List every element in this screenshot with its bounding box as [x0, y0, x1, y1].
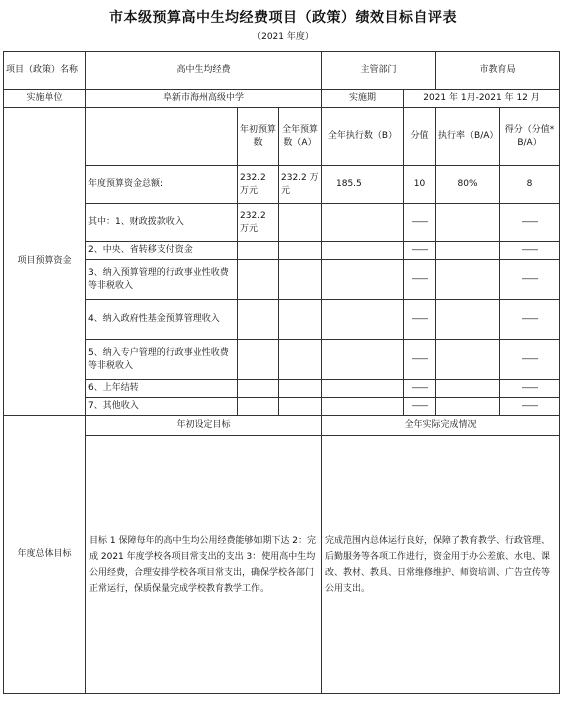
goal-actual-text: 完成范围内总体运行良好，保障了教育教学、行政管理、后勤服务等各项工作进行，资金用于办公差旅、水电、课改、教材、教具、日常维修维护、师资培训、广告宣传等公用支出。 — [322, 436, 560, 694]
row-total-score: 10 — [404, 166, 436, 204]
col-executed: 全年执行数（B） — [322, 108, 404, 166]
row-central-points-dash: —— — [500, 242, 560, 260]
row-total-initial: 232.2 万元 — [238, 166, 279, 204]
row-other-points-dash: —— — [500, 398, 560, 416]
col-initial-budget: 年初预算数 — [238, 108, 279, 166]
row-nontax-full — [279, 260, 322, 300]
row-carryover-executed — [322, 380, 404, 398]
row-special-rate — [436, 340, 500, 380]
row-special-points-dash: —— — [500, 340, 560, 380]
row-fiscal-executed — [322, 204, 404, 242]
col-exec-rate: 执行率（B/A） — [436, 108, 500, 166]
row-central-label: 2、中央、省转移支付资金 — [86, 242, 238, 260]
row-special-full — [279, 340, 322, 380]
goal-initial-text: 目标 1 保障每年的高中生均公用经费能够如期下达 2：完成 2021 年度学校各项目常支出的支出 3：使用高中生均公用经费，合理安排学校各项目常支出，确保学校各部门正常运行，保质保量完成学校教育教学工作。 — [86, 436, 322, 694]
row-fiscal-full — [279, 204, 322, 242]
row-central-initial — [238, 242, 279, 260]
unit-label: 实施单位 — [4, 90, 86, 108]
row-central-executed — [322, 242, 404, 260]
row-nontax-rate — [436, 260, 500, 300]
evaluation-table — [3, 51, 560, 694]
goal-initial-label: 年初设定目标 — [86, 416, 322, 436]
row-total-executed: 185.5 — [322, 166, 404, 204]
document-subtitle: （2021 年度） — [252, 32, 314, 42]
project-name-value: 高中生均经费 — [86, 52, 322, 90]
row-other-score-dash: —— — [404, 398, 436, 416]
row-govfund-score-dash: —— — [404, 300, 436, 340]
row-special-score-dash: —— — [404, 340, 436, 380]
row-carryover-label: 6、上年结转 — [86, 380, 238, 398]
dept-value: 市教育局 — [436, 52, 560, 90]
row-special-label: 5、纳入专户管理的行政事业性收费等非税收入 — [86, 340, 238, 380]
row-central-score-dash: —— — [404, 242, 436, 260]
col-points: 得分（分值*B/A） — [500, 108, 560, 166]
row-nontax-initial — [238, 260, 279, 300]
row-fiscal-score-dash: —— — [404, 204, 436, 242]
row-carryover-points-dash: —— — [500, 380, 560, 398]
budget-section-label: 项目预算资金 — [4, 108, 86, 416]
row-govfund-label: 4、纳入政府性基金预算管理收入 — [86, 300, 238, 340]
row-nontax-points-dash: —— — [500, 260, 560, 300]
row-nontax-label: 3、纳入预算管理的行政事业性收费等非税收入 — [86, 260, 238, 300]
row-total-full: 232.2 万元 — [279, 166, 322, 204]
row-other-full — [279, 398, 322, 416]
row-govfund-full — [279, 300, 322, 340]
row-nontax-score-dash: —— — [404, 260, 436, 300]
row-total-label: 年度预算资金总额: — [86, 166, 238, 204]
goal-section-label: 年度总体目标 — [4, 416, 86, 694]
row-govfund-points-dash: —— — [500, 300, 560, 340]
col-full-year-budget: 全年预算数（A） — [279, 108, 322, 166]
row-central-full — [279, 242, 322, 260]
row-other-initial — [238, 398, 279, 416]
row-govfund-executed — [322, 300, 404, 340]
row-total-points: 8 — [500, 166, 560, 204]
row-central-rate — [436, 242, 500, 260]
row-carryover-score-dash: —— — [404, 380, 436, 398]
unit-value: 阜新市海州高级中学 — [86, 90, 322, 108]
project-name-label: 项目（政策）名称 — [4, 52, 86, 90]
row-govfund-rate — [436, 300, 500, 340]
row-total-rate: 80% — [436, 166, 500, 204]
row-fiscal-rate — [436, 204, 500, 242]
row-special-initial — [238, 340, 279, 380]
period-value: 2021 年 1月-2021 年 12 月 — [404, 90, 560, 108]
row-fiscal-label: 其中：1、财政拨款收入 — [86, 204, 238, 242]
dept-label: 主管部门 — [322, 52, 436, 90]
document-title: 市本级预算高中生均经费项目（政策）绩效目标自评表 — [109, 10, 457, 26]
period-label: 实施期 — [322, 90, 404, 108]
row-other-label: 7、其他收入 — [86, 398, 238, 416]
row-fiscal-initial: 232.2 万元 — [238, 204, 279, 242]
row-other-executed — [322, 398, 404, 416]
row-special-executed — [322, 340, 404, 380]
row-nontax-executed — [322, 260, 404, 300]
row-govfund-initial — [238, 300, 279, 340]
row-carryover-full — [279, 380, 322, 398]
row-fiscal-points-dash: —— — [500, 204, 560, 242]
goal-actual-label: 全年实际完成情况 — [322, 416, 560, 436]
col-score: 分值 — [404, 108, 436, 166]
row-carryover-rate — [436, 380, 500, 398]
budget-header-blank — [86, 108, 238, 166]
row-other-rate — [436, 398, 500, 416]
row-carryover-initial — [238, 380, 279, 398]
